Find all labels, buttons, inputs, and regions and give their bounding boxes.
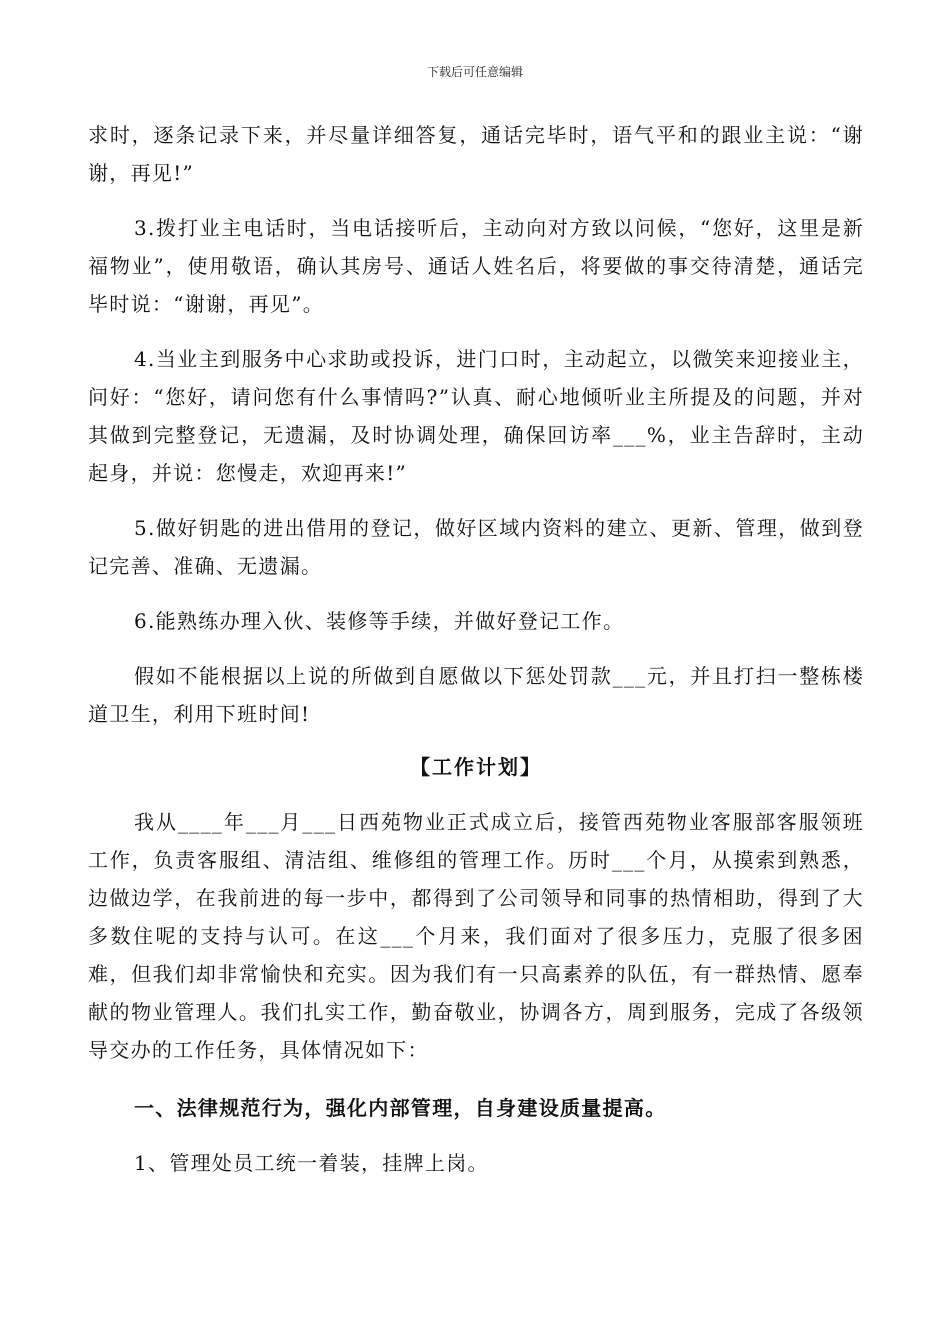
paragraph-call-record: 求时，逐条记录下来，并尽量详细答复，通话完毕时，语气平和的跟业主说：“谢谢，再见!” xyxy=(88,123,864,185)
paragraph-item-4: 4.当业主到服务中心求助或投诉，进门口时，主动起立，以微笑来迎接业主，问好：“您好，请问您有什么事情吗?”认真、耐心地倾听业主所提及的问题，并对其做到完整登记，无遗漏，及时协调处理，确保回访率___%，业主告辞时，主动起身，并说：您慢走，欢迎再来!” xyxy=(88,347,864,485)
list-item-1: 1、管理处员工统一着装，挂牌上岗。 xyxy=(134,1151,489,1175)
page-header: 下载后可任意编辑 xyxy=(426,65,523,79)
section-intro: 我从____年___月___日西苑物业正式成立后，接管西苑物业客服部客服领班工作，负责客服组、清洁组、维修组的管理工作。历时___个月，从摸索到熟悉，边做边学，在我前进的每一步中，都得到了公司领导和同事的热情相助，得到了大多数住呢的支持与认可。在这___个月来，我们面对了很多压力，克服了很多困难，但我们却非常愉快和充实。因为我们有一只高素养的队伍，有一群热情、愿奉献的物业管理人。我们扎实工作，勤奋敬业，协调各方，周到服务，完成了各级领导交办的工作任务，具体情况如下： xyxy=(88,810,864,1062)
document-body xyxy=(88,116,864,1182)
paragraph-item-6: 6.能熟练办理入伙、装修等手续，并做好登记工作。 xyxy=(134,609,625,633)
paragraph-penalty: 假如不能根据以上说的所做到自愿做以下惩处罚款___元，并且打扫一整栋楼道卫生，利用下班时间! xyxy=(88,664,864,726)
section-heading-1: 一、法律规范行为，强化内部管理，自身建设质量提高。 xyxy=(134,1096,667,1120)
paragraph-item-3: 3.拨打业主电话时，当电话接听后，主动向对方致以问候，“您好，这里是新福物业”，使用敬语，确认其房号、通话人姓名后，将要做的事交待清楚，通话完毕时说：“谢谢，再见”。 xyxy=(88,216,864,316)
paragraph-item-5: 5.做好钥匙的进出借用的登记，做好区域内资料的建立、更新、管理，做到登记完善、准确、无遗漏。 xyxy=(88,516,864,578)
section-title: 【工作计划】 xyxy=(410,755,542,779)
